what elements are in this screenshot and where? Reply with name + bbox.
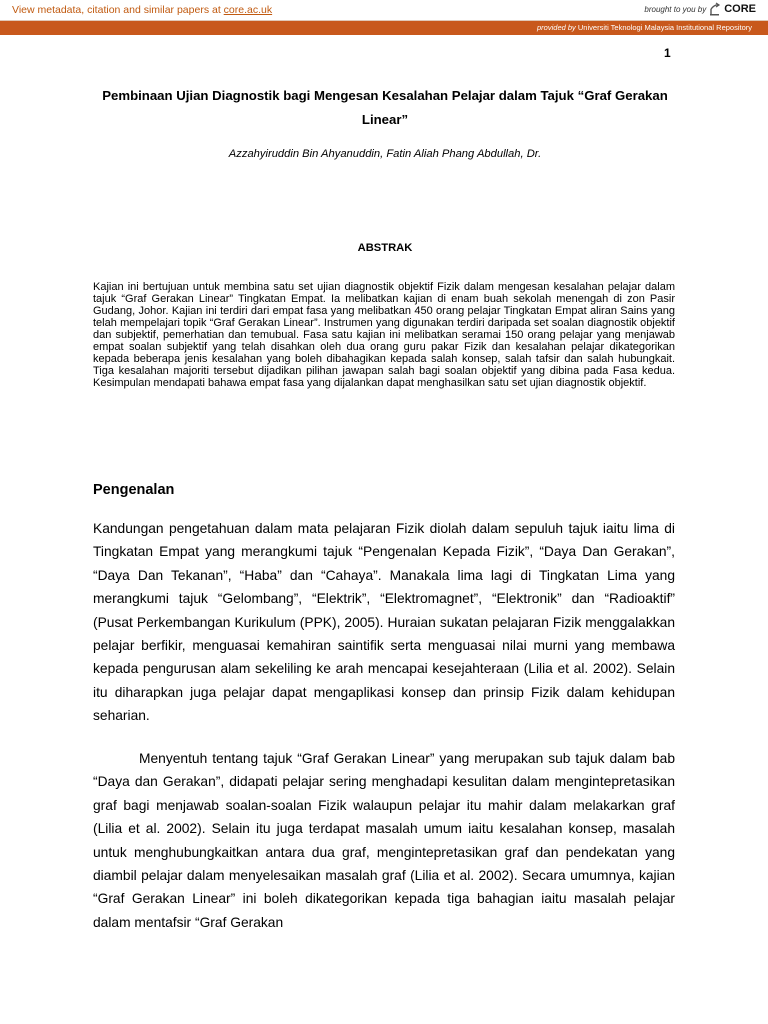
- section-heading: Pengenalan: [93, 482, 175, 498]
- core-provider-band: [0, 21, 768, 35]
- provided-by-prefix: provided by: [537, 23, 576, 32]
- core-metadata-link-text: [12, 4, 272, 16]
- core-ac-uk-link[interactable]: core.ac.uk: [223, 4, 273, 16]
- body-paragraph: Kandungan pengetahuan dalam mata pelajaran Fizik diolah dalam sepuluh tajuk iaitu lima di Tingkatan Empat yang merangkumi tajuk “Pengenalan Kepada Fizik”, “Daya Dan Gerakan”, “Daya Dan Tekanan”, “Haba” dan “Cahaya”. Manakala lima lagi di Tingkatan Lima yang merangkumi tajuk “Gelombang”, “Elektrik”, “Elektromagnet”, “Elektronik” dan “Radioaktif” (Pusat Perkembangan Kurikulum (PPK), 2005). Huraian sukatan pelajaran Fizik menggalakkan pelajar berfikir, menguasai kemahiran saintifik serta menguasai nilai murni yang membawa kepada pengurusan alam sekeliling ke arah mencapai kesejahteraan (Lilia et al. 2002). Selain itu diharapkan juga pelajar dapat mengaplikasi konsep dan prinsip Fizik dalam kehidupan seharian.: [93, 521, 675, 724]
- core-brought-by: [644, 2, 756, 16]
- core-logo-label[interactable]: CORE: [724, 3, 756, 15]
- core-banner: [0, 0, 768, 21]
- abstract-body: Kajian ini bertujuan untuk membina satu set ujian diagnostik objektif Fizik dalam mengesan kesalahan pelajar dalam tajuk “Graf Gerakan Linear” Tingkatan Empat. Ia melibatkan kajian di enam buah sekolah menengah di zon Pasir Gudang, Johor. Kajian ini terdiri dari empat fasa yang melibatkan 450 orang pelajar Tingkatan Empat aliran Sains yang telah mempelajari topik “Graf Gerakan Linear”. Instrumen yang digunakan terdiri daripada set soalan diagnostik objektif dan subjektif, pemerhatian dan temubual. Fasa satu kajian ini melibatkan seramai 150 orang pelajar yang menjawab empat soalan subjektif yang telah disahkan oleh dua orang guru pakar Fizik dan kesalahan pelajar dikategorikan kepada beberapa jenis kesalahan yang boleh dibahagikan kepada salah konsep, salah tafsir dan salah hubungkait. Tiga kesalahan majoriti tersebut dijadikan pilihan jawapan salah bagi soalan objektif yang dibina pada Fasa kedua. Kesimpulan mendapati bahawa empat fasa yang dijalankan dapat menghasilkan satu set ujian diagnostik objektif.: [93, 281, 675, 389]
- core-metadata-prefix: View metadata, citation and similar papers at: [12, 4, 221, 16]
- provider-name: Universiti Teknologi Malaysia Institutional Repository: [577, 23, 752, 32]
- paper-authors: Azzahyiruddin Bin Ahyanuddin, Fatin Aliah Phang Abdullah, Dr.: [228, 148, 542, 160]
- core-provider-text: [537, 23, 752, 32]
- page-number: 1: [664, 46, 671, 60]
- abstract-heading: ABSTRAK: [357, 242, 413, 254]
- body-paragraph: Menyentuh tentang tajuk “Graf Gerakan Linear” yang merupakan sub tajuk dalam bab “Daya dan Gerakan”, didapati pelajar sering menghadapi kesulitan dalam mengintepretasikan graf bagi menjawab soalan-soalan Fizik walaupun pelajar itu mahir dalam melakarkan graf (Lilia et al. 2002). Selain itu juga terdapat masalah umum iaitu kesalahan konsep, masalah untuk menghubungkaitkan antara dua graf, mengintepretasikan graf dan pendekatan yang diambil pelajar dalam menyelesaikan masalah graf (Lilia et al. 2002). Secara umumnya, kajian “Graf Gerakan Linear” ini boleh dikategorikan kepada tiga bahagian iaitu masalah pelajar dalam mentafsir “Graf Gerakan: [93, 751, 675, 930]
- core-logo-icon: [709, 2, 721, 16]
- paper-title: Pembinaan Ujian Diagnostik bagi Mengesan Kesalahan Pelajar dalam Tajuk “Graf Gerakan Linear”: [102, 88, 668, 127]
- brought-by-label: brought to you by: [644, 4, 707, 14]
